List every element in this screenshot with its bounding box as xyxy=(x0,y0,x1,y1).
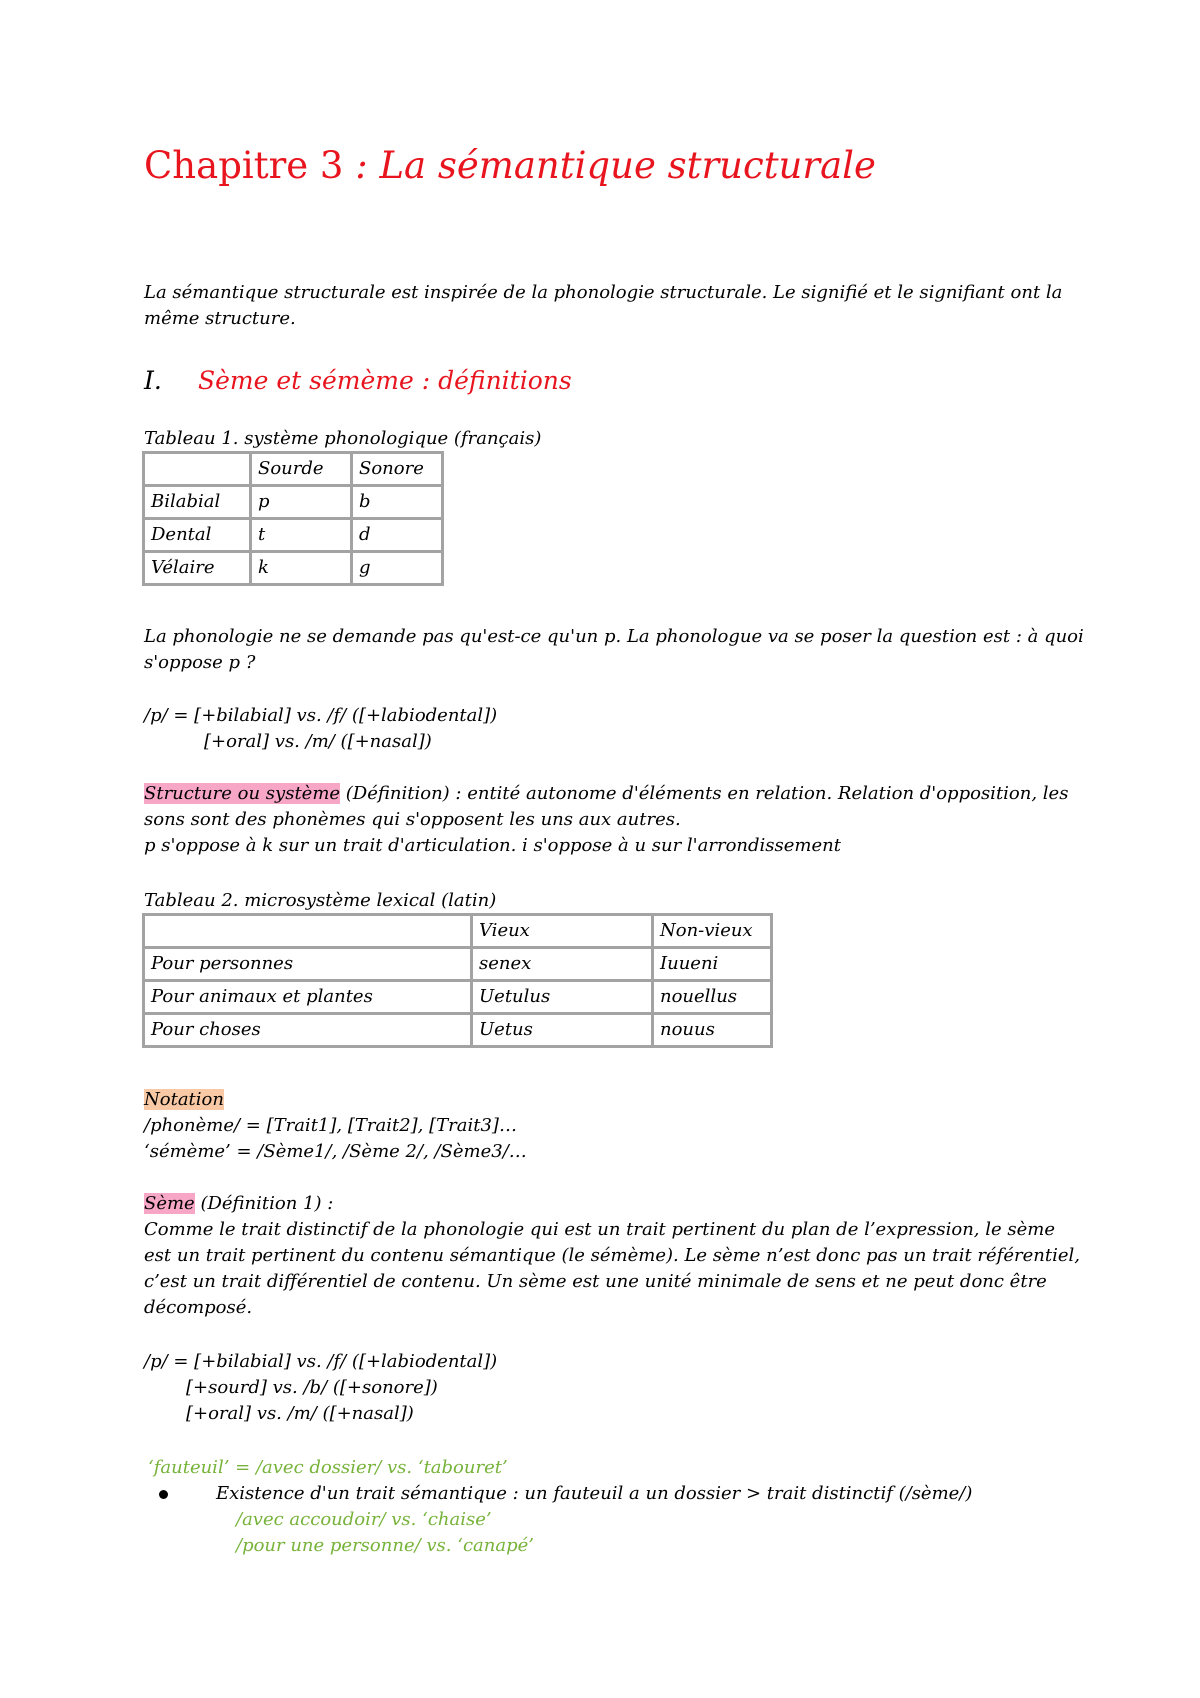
table2-caption: Tableau 2. microsystème lexical (latin) xyxy=(144,890,497,911)
table-cell: Dental xyxy=(144,519,251,552)
table-row xyxy=(144,1014,772,1047)
bullet-item: Existence d'un trait sémantique : un fauteuil a un dossier > trait distinctif (/sème/) xyxy=(216,1483,973,1504)
table-cell: Vieux xyxy=(472,915,653,948)
formula-line: [+oral] vs. /m/ ([+nasal]) xyxy=(204,731,432,752)
phonology-table xyxy=(142,451,444,586)
table-cell: Bilabial xyxy=(144,486,251,519)
lexical-table xyxy=(142,913,773,1048)
table-cell: g xyxy=(352,552,443,585)
seme-heading xyxy=(144,1191,1084,1217)
table-cell: d xyxy=(352,519,443,552)
table-cell: senex xyxy=(472,948,653,981)
bullet-icon xyxy=(159,1490,168,1499)
section-number: I. xyxy=(144,366,162,395)
table1-caption: Tableau 1. système phonologique (français) xyxy=(144,428,542,449)
table-row xyxy=(144,519,443,552)
structure-text xyxy=(144,781,1084,833)
table-cell: t xyxy=(251,519,352,552)
intro-paragraph: La sémantique structurale est inspirée de la phonologie structurale. Le signifié et le signifiant ont la même structure. xyxy=(144,282,1063,329)
formula-line: /p/ = [+bilabial] vs. /f/ ([+labiodental]) xyxy=(144,705,498,726)
chapter-title xyxy=(144,142,876,190)
notation-label: Notation xyxy=(144,1089,224,1110)
table-cell: Non-vieux xyxy=(653,915,772,948)
table-cell: Pour personnes xyxy=(144,948,472,981)
structure-definition xyxy=(144,781,1084,859)
table-cell: Iuueni xyxy=(653,948,772,981)
table-cell: b xyxy=(352,486,443,519)
table-cell: k xyxy=(251,552,352,585)
formula-block-2 xyxy=(144,1349,1084,1427)
structure-example: p s'oppose à k sur un trait d'articulation. i s'oppose à u sur l'arrondissement xyxy=(144,835,841,856)
phonology-paragraph: La phonologie ne se demande pas qu'est-ce qu'un p. La phonologue va se poser la question est : à quoi s'oppose p ? xyxy=(144,626,1084,673)
table-cell: nouus xyxy=(653,1014,772,1047)
table-row xyxy=(144,552,443,585)
table-cell: Uetulus xyxy=(472,981,653,1014)
chapter-number: Chapitre 3 xyxy=(144,144,344,187)
notation-line: /phonème/ = [Trait1], [Trait2], [Trait3]… xyxy=(144,1115,517,1136)
table-cell: Sourde xyxy=(251,453,352,486)
table-cell xyxy=(144,453,251,486)
example-line: /avec accoudoir/ vs. ‘chaise’ xyxy=(236,1509,492,1530)
seme-text: Comme le trait distinctif de la phonologie qui est un trait pertinent du plan de l’expression, le sème est un trait pertinent du contenu sémantique (le sémème). Le sème n’est donc pas un trait référentiel, c’est un trait différentiel de contenu. Un sème est une unité minimale de sens et ne peut donc être décomposé. xyxy=(144,1219,1080,1318)
table-cell: nouellus xyxy=(653,981,772,1014)
section-title: Sème et sémème : définitions xyxy=(198,366,572,395)
table-row xyxy=(144,948,772,981)
example-line: /pour une personne/ vs. ‘canapé’ xyxy=(236,1535,534,1556)
notation-block xyxy=(144,1087,1084,1165)
chapter-subtitle: : La sémantique structurale xyxy=(343,144,876,187)
table-cell: Pour animaux et plantes xyxy=(144,981,472,1014)
formula-line: [+oral] vs. /m/ ([+nasal]) xyxy=(186,1403,414,1424)
seme-term: Sème xyxy=(144,1193,195,1214)
table-cell: Uetus xyxy=(472,1014,653,1047)
seme-definition xyxy=(144,1191,1084,1321)
table-cell: Pour choses xyxy=(144,1014,472,1047)
seme-definition-label: (Définition 1) : xyxy=(194,1193,334,1214)
structure-term: Structure ou système xyxy=(144,783,341,804)
formula-line: [+sourd] vs. /b/ ([+sonore]) xyxy=(186,1377,438,1398)
fauteuil-line: ‘fauteuil’ = /avec dossier/ vs. ‘tabouret’ xyxy=(148,1457,508,1478)
table-row xyxy=(144,486,443,519)
table-cell: p xyxy=(251,486,352,519)
formula-line: /p/ = [+bilabial] vs. /f/ ([+labiodental]) xyxy=(144,1351,498,1372)
table-header-row xyxy=(144,453,443,486)
structure-definition-text: (Définition) : entité autonome d'éléments en relation. Relation d'opposition, les sons sont des phonèmes qui s'opposent les uns aux autres. xyxy=(144,783,1069,830)
table-cell: Sonore xyxy=(352,453,443,486)
notation-line: ‘sémème’ = /Sème1/, /Sème 2/, /Sème3/… xyxy=(144,1141,527,1162)
section-heading xyxy=(144,364,572,398)
table-row xyxy=(144,981,772,1014)
formula-block-1 xyxy=(144,703,1084,755)
table-header-row xyxy=(144,915,772,948)
table-cell xyxy=(144,915,472,948)
table-cell: Vélaire xyxy=(144,552,251,585)
